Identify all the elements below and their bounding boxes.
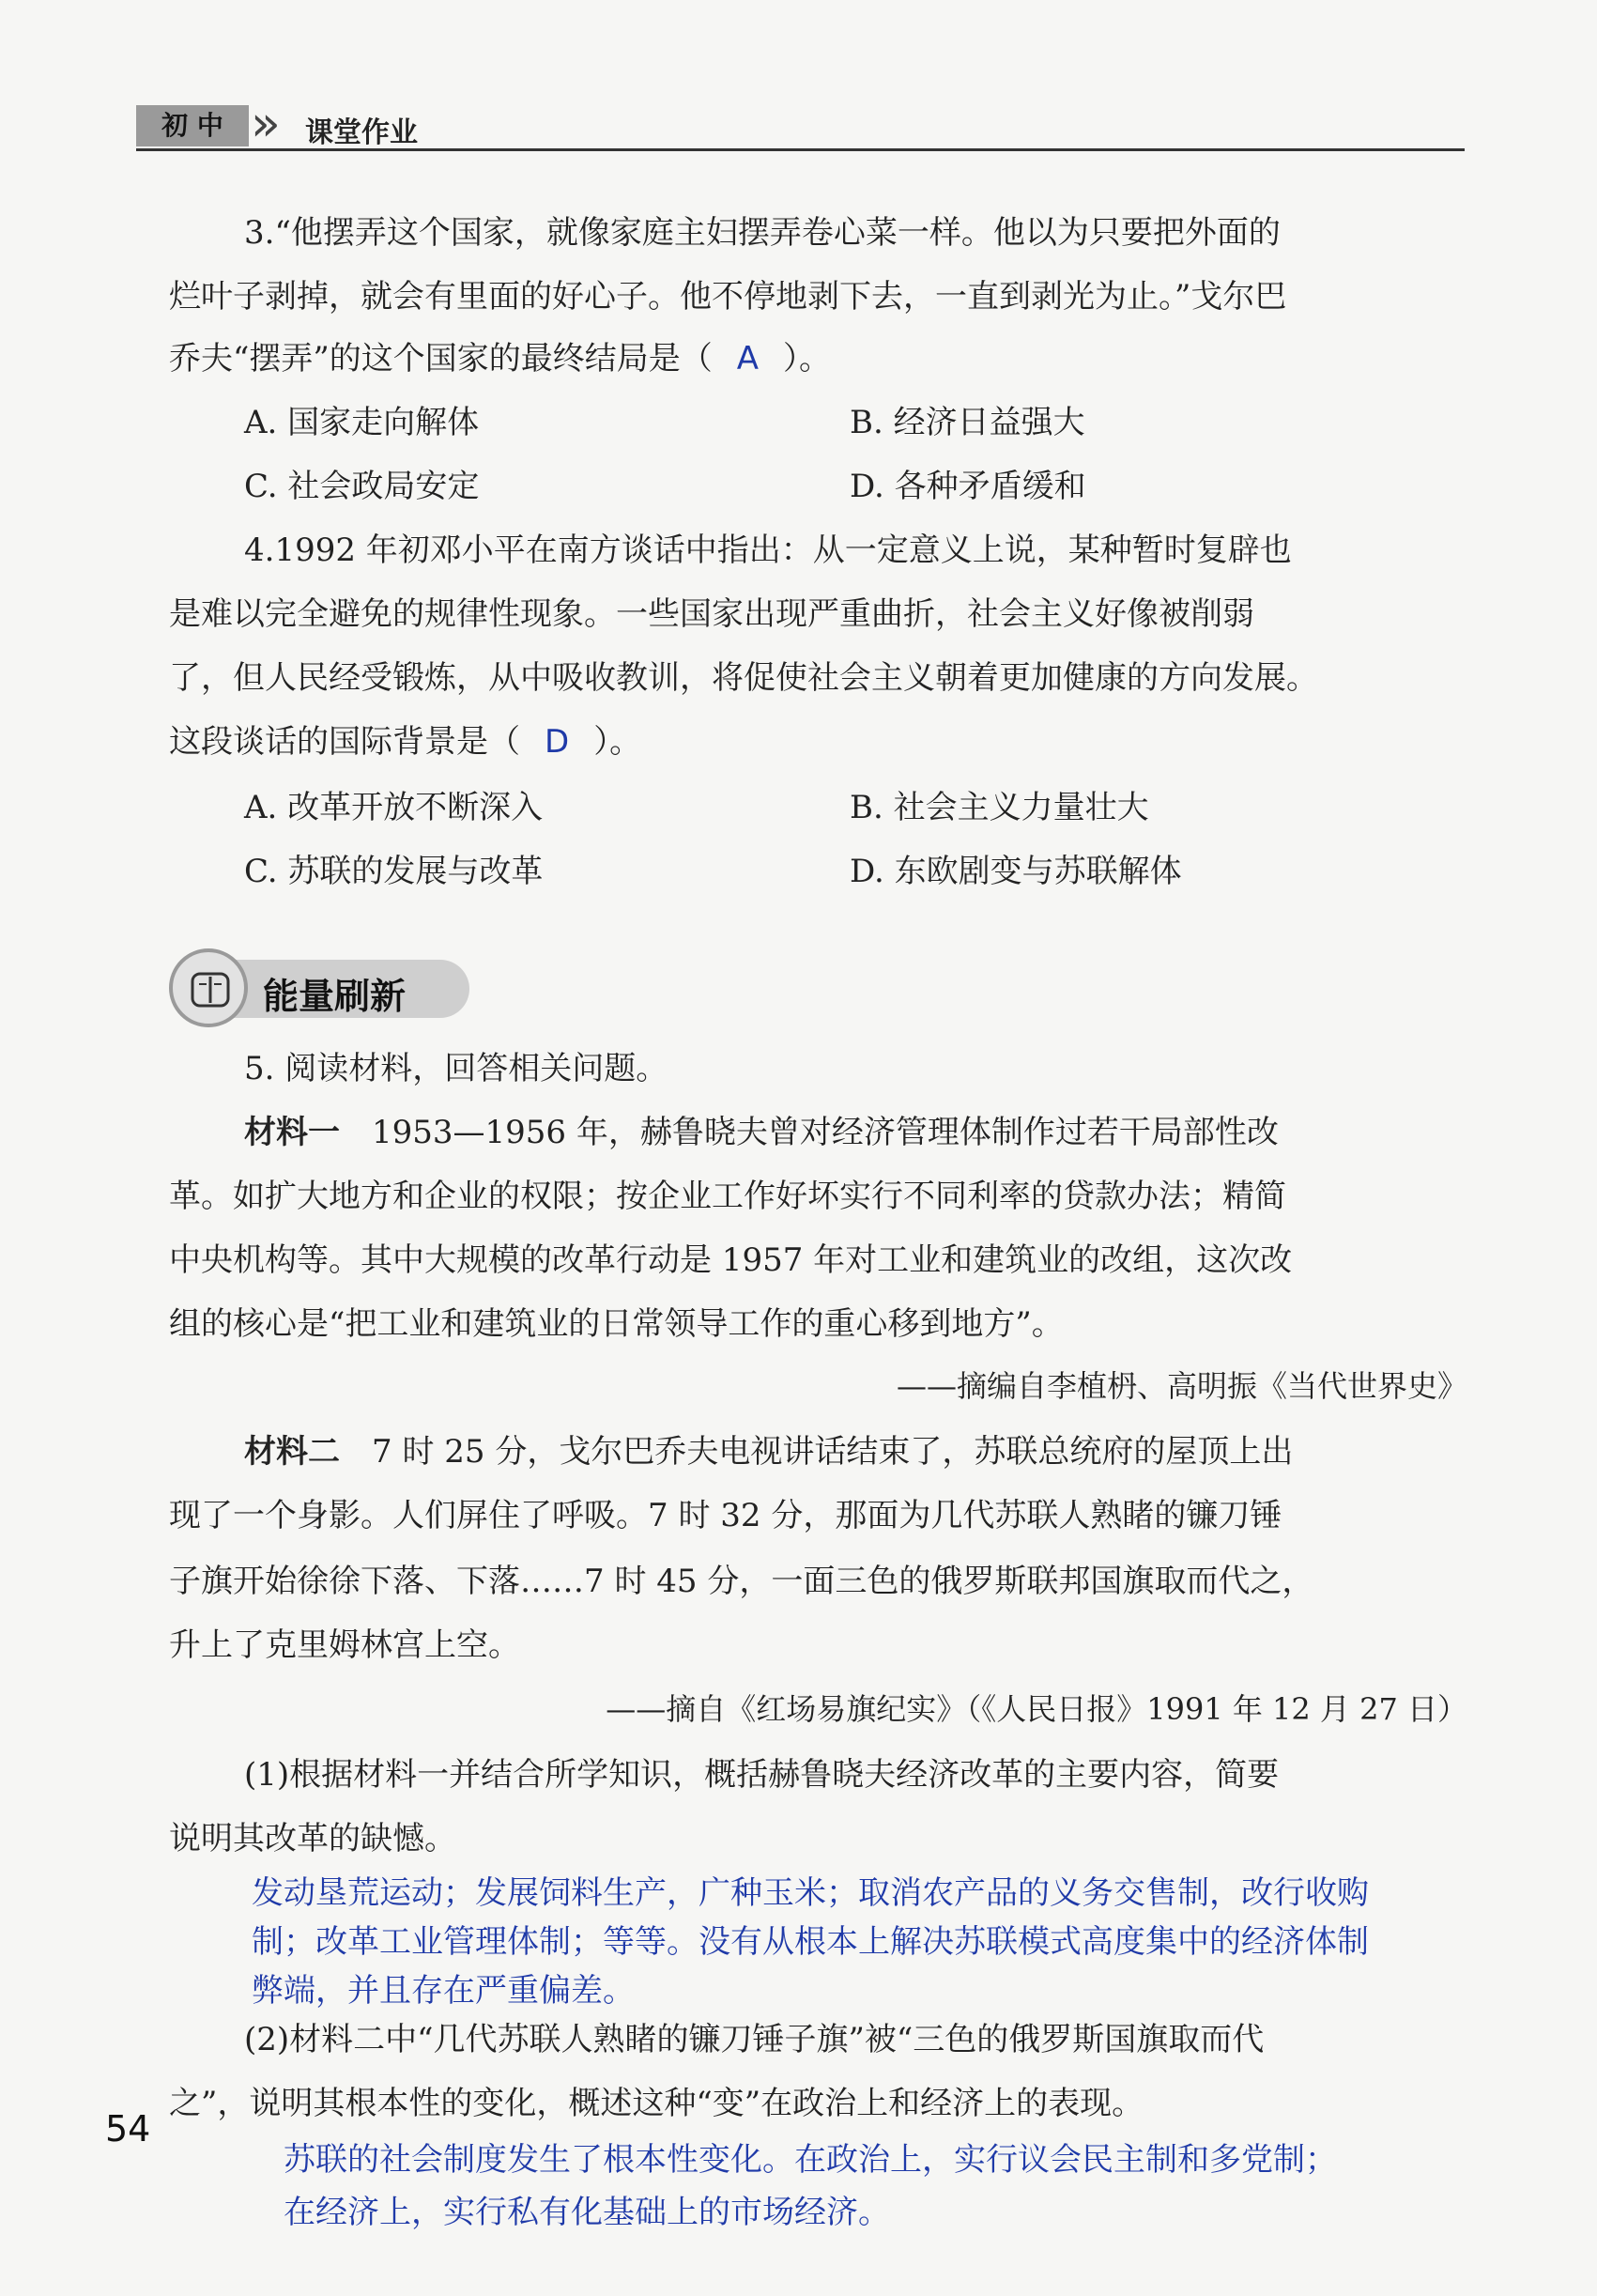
series-title: 课堂作业 [305,116,418,149]
q5-m2-label: 材料二 [244,1433,340,1471]
q3-option-d: D. 各种矛盾缓和 [850,468,1086,505]
q5-m1-line-3: 中央机构等。其中大规模的改革行动是 1957 年对工业和建筑业的改组，这次改 [169,1241,1293,1279]
section-title: 能量刷新 [263,976,407,1017]
q3-option-a: A. 国家走向解体 [244,404,480,441]
q3-close: ）。 [783,340,832,378]
q3-option-b: B. 经济日益强大 [850,404,1085,441]
q5-m1-text-1: 1953—1956 年，赫鲁晓夫曾对经济管理体制作过若干局部性改 [372,1114,1279,1151]
q5-m2-source: ——摘自《红场易旗纪实》（《人民日报》1991 年 12 月 27 日） [606,1691,1467,1727]
q3-line-2: 烂叶子剥掉，就会有里面的好心子。他不停地剥下去，一直到剥光为止。”戈尔巴 [169,278,1287,316]
q4-line-2: 是难以完全避免的规律性现象。一些国家出现严重曲折，社会主义好像被削弱 [169,595,1254,633]
double-chevron-icon: » [251,96,281,152]
q5-m2-line-1 [244,1433,1293,1471]
q5-sub2-line-2: 之”，说明其根本性的变化，概述这种“变”在政治上和经济上的表现。 [169,2085,1144,2122]
q5-sub1-line-1: (1)根据材料一并结合所学知识，概括赫鲁晓夫经济改革的主要内容，简要 [244,1756,1280,1794]
q4-option-d: D. 东欧剧变与苏联解体 [850,853,1182,890]
q5-sub2-answer-1: 苏联的社会制度发生了根本性变化。在政治上，实行议会民主制和多党制； [284,2141,1337,2179]
q5-sub1-answer-2: 制；改革工业管理体制；等等。没有从根本上解决苏联模式高度集中的经济体制 [252,1923,1369,1961]
book-icon [169,948,248,1027]
q4-option-b: B. 社会主义力量壮大 [850,789,1149,826]
q3-stem-end: 乔夫“摆弄”的这个国家的最终结局是（ [169,340,713,378]
q4-line-1: 4.1992 年初邓小平在南方谈话中指出：从一定意义上说，某种暂时复辟也 [244,532,1292,569]
q3-answer: A [736,340,760,378]
grade-tag: 初 中 [136,105,249,146]
q3-option-c: C. 社会政局安定 [244,468,480,505]
q5-m1-source: ——摘编自李植枬、高明振《当代世界史》 [896,1368,1467,1404]
q5-m1-line-4: 组的核心是“把工业和建筑业的日常领导工作的重心移到地方”。 [169,1305,1064,1343]
q5-m2-line-2: 现了一个身影。人们屏住了呼吸。7 时 32 分，那面为几代苏联人熟睹的镰刀锤 [169,1497,1282,1534]
q5-m1-line-1 [244,1114,1279,1151]
q4-close: ）。 [593,723,642,761]
q5-sub1-answer-3: 弊端，并且存在严重偏差。 [252,1972,635,2010]
q4-stem-end: 这段谈话的国际背景是（ [169,723,520,761]
section-banner [169,948,469,1027]
page-header [136,92,1465,151]
page-number: 54 [105,2108,151,2150]
q4-line-3: 了，但人民经受锻炼，从中吸收教训，将促使社会主义朝着更加健康的方向发展。 [169,659,1318,697]
q4-line-4 [169,723,641,761]
q5-m1-label: 材料一 [244,1114,340,1151]
q5-sub1-answer-1: 发动垦荒运动；发展饲料生产，广种玉米；取消农产品的义务交售制，改行收购 [252,1874,1369,1912]
q3-line-1: 3.“他摆弄这个国家，就像家庭主妇摆弄卷心菜一样。他以为只要把外面的 [244,214,1281,252]
q4-option-a: A. 改革开放不断深入 [244,789,544,826]
q5-sub2-line-1: (2)材料二中“几代苏联人熟睹的镰刀锤子旗”被“三色的俄罗斯国旗取而代 [244,2021,1265,2058]
q5-intro: 5. 阅读材料，回答相关问题。 [244,1050,668,1087]
q5-m2-text-1: 7 时 25 分，戈尔巴乔夫电视讲话结束了，苏联总统府的屋顶上出 [372,1433,1294,1471]
q4-answer: D [545,723,570,761]
q4-option-c: C. 苏联的发展与改革 [244,853,544,890]
q5-m2-line-4: 升上了克里姆林宫上空。 [169,1626,520,1664]
q5-sub2-answer-2: 在经济上，实行私有化基础上的市场经济。 [284,2194,890,2231]
q3-line-3 [169,340,831,378]
q5-m2-line-3: 子旗开始徐徐下落、下落……7 时 45 分，一面三色的俄罗斯联邦国旗取而代之， [169,1563,1314,1600]
q5-sub1-line-2: 说明其改革的缺憾。 [169,1820,456,1857]
q5-m1-line-2: 革。如扩大地方和企业的权限；按企业工作好坏实行不同利率的贷款办法；精简 [169,1178,1286,1215]
